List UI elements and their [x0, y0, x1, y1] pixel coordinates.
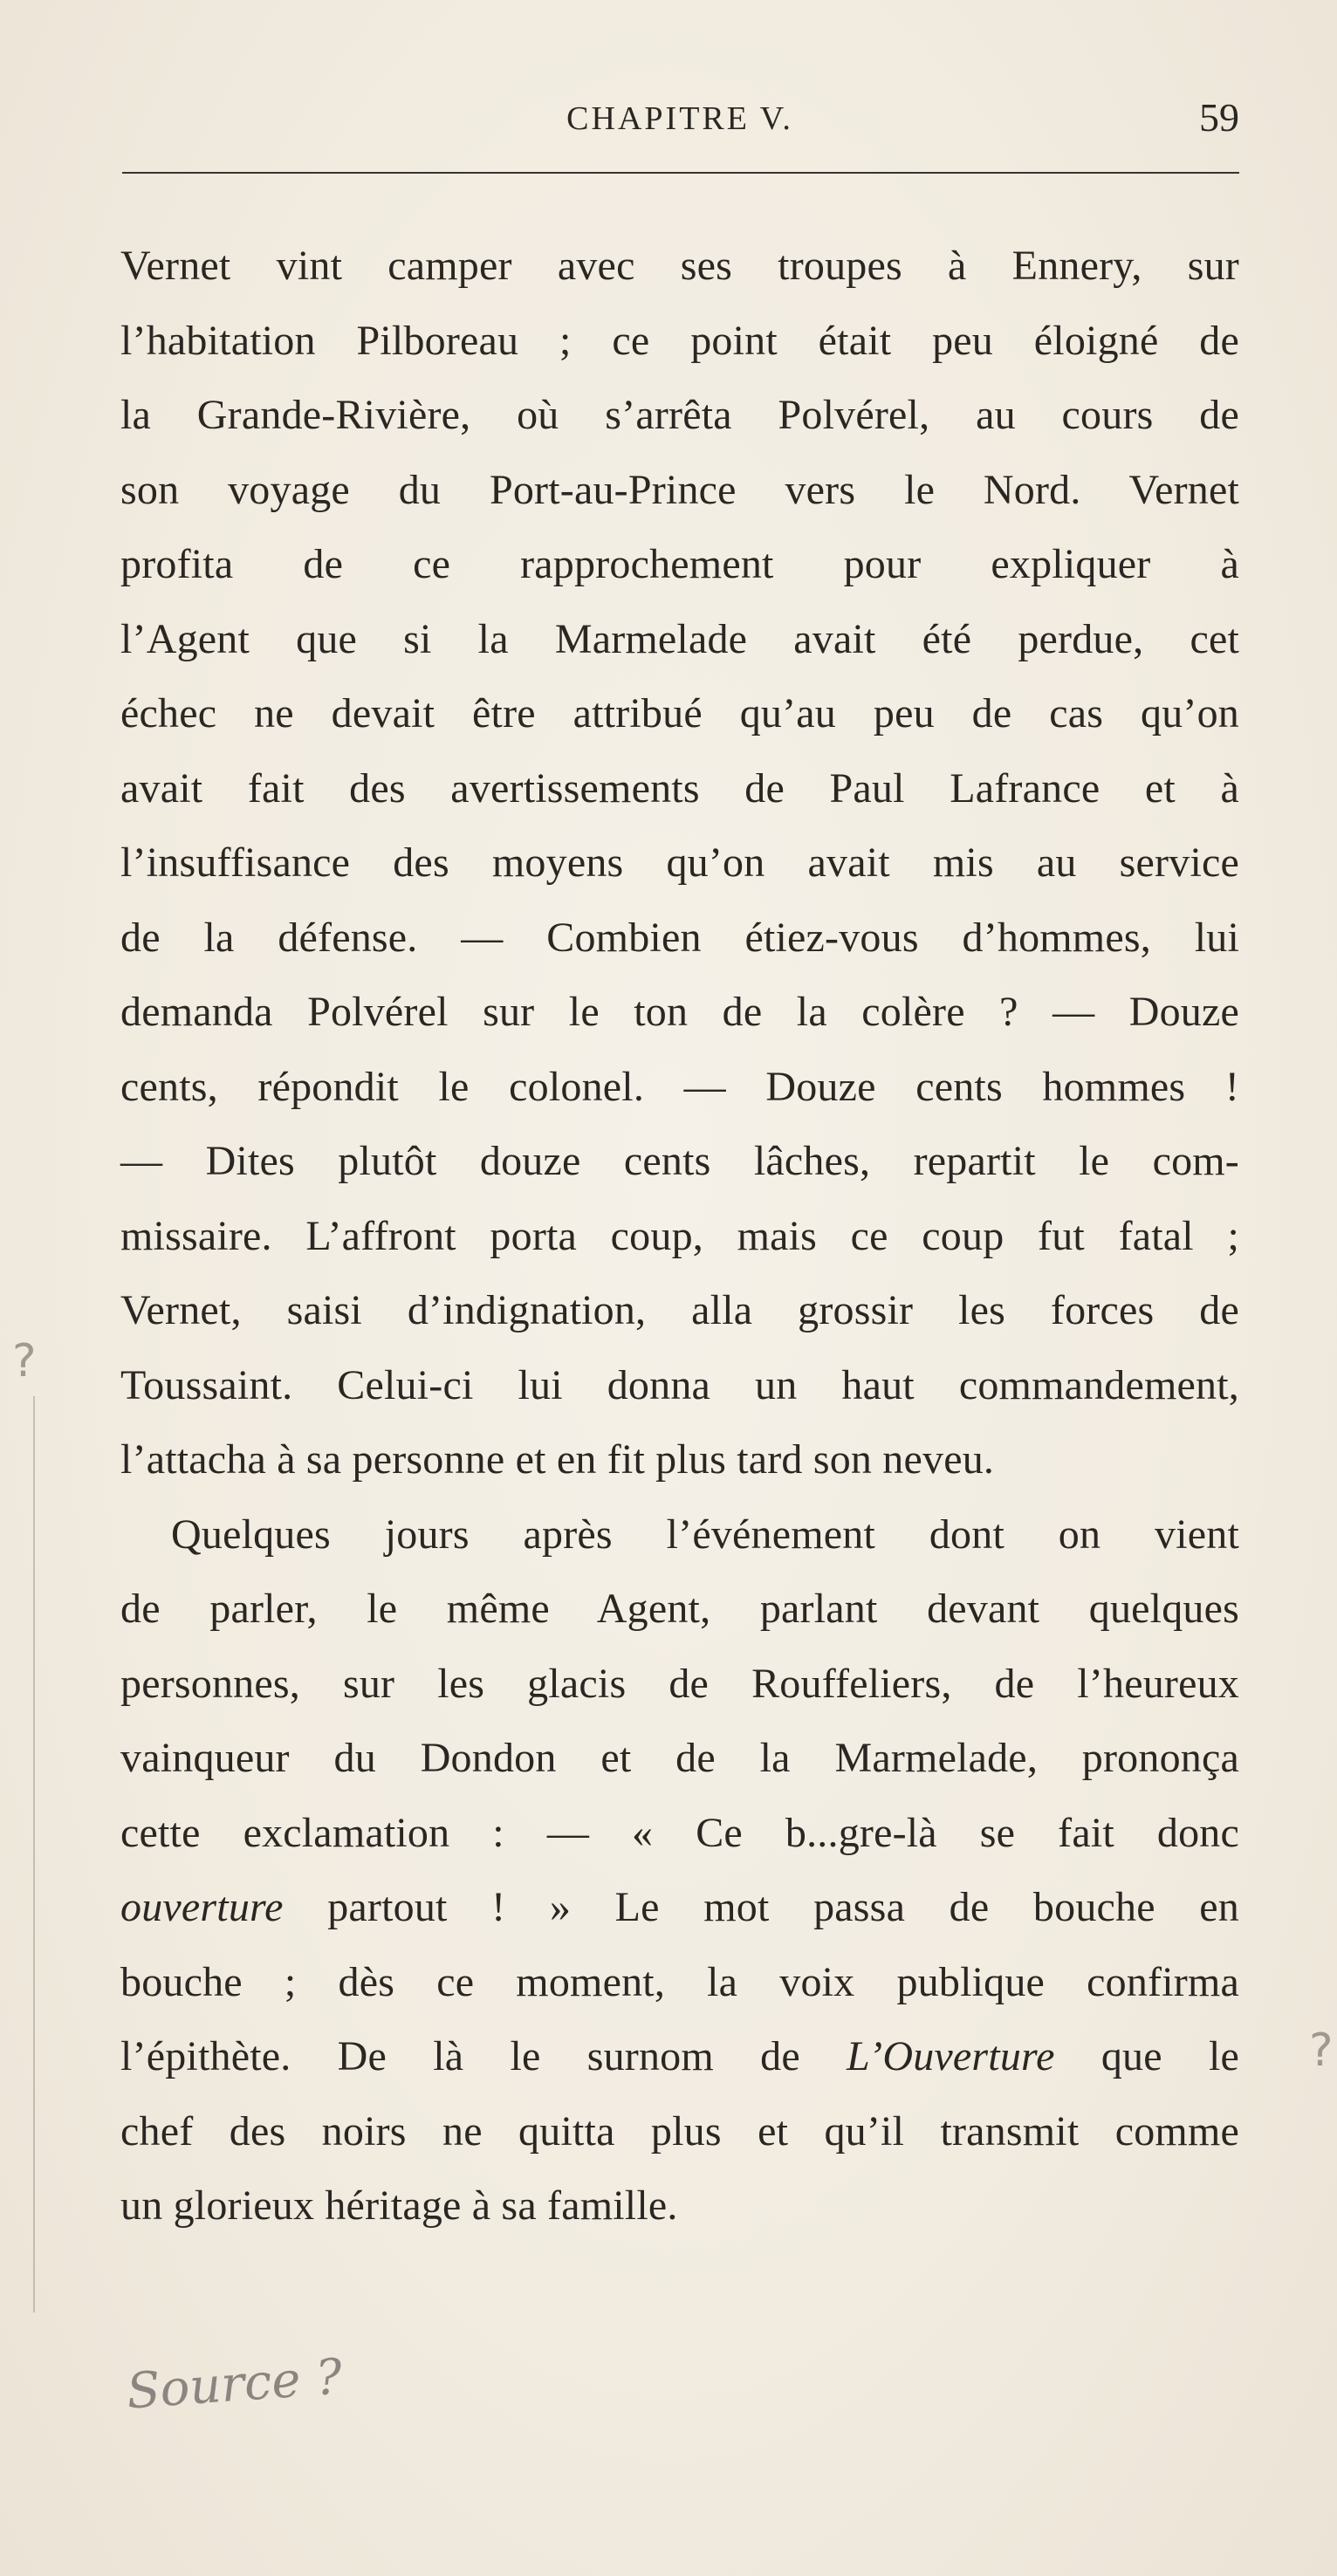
- pencil-margin-line: [33, 1396, 35, 2312]
- text-line: Toussaint. Celui-ci lui donna un haut commandement,: [120, 1361, 1239, 1408]
- text-line: demanda Polvérel sur le ton de la colère ? — Douze: [120, 989, 1239, 1035]
- body-text: [120, 229, 1239, 2244]
- italic-word: L’Ouverture: [847, 2033, 1055, 2079]
- text-span: partout ! » Le mot passa de bouche en: [283, 1884, 1239, 1930]
- text-span: que le: [1054, 2033, 1239, 2079]
- page-number: 59: [1199, 95, 1239, 140]
- handwritten-note: Source ?: [125, 2348, 345, 2421]
- pencil-question-mark-icon: ?: [1309, 2024, 1334, 2077]
- pencil-question-mark-icon: ?: [12, 1335, 37, 1387]
- text-line: son voyage du Port-au-Prince vers le Nord. Vernet: [120, 466, 1239, 513]
- text-line: l’Agent que si la Marmelade avait été perdue, cet: [120, 615, 1239, 662]
- header-rule: [122, 172, 1239, 174]
- text-line: [120, 2019, 1239, 2094]
- text-line: de parler, le même Agent, parlant devant quelques: [120, 1586, 1239, 1632]
- text-line: Vernet vint camper avec ses troupes à Ennery, sur: [120, 243, 1239, 289]
- text-line: Vernet, saisi d’indignation, alla grossir les forces de: [120, 1287, 1239, 1333]
- text-line: [120, 1870, 1239, 1945]
- page-header: [120, 94, 1239, 147]
- text-line: un glorieux héritage à sa famille.: [120, 2182, 678, 2229]
- text-line: l’habitation Pilboreau ; ce point était peu éloigné de: [120, 317, 1239, 364]
- text-line: bouche ; dès ce moment, la voix publique confirma: [120, 1958, 1239, 2005]
- text-line: de la défense. — Combien étiez-vous d’hommes, lui: [120, 914, 1239, 961]
- text-line: l’insuffisance des moyens qu’on avait mis au service: [120, 839, 1239, 886]
- text-span: l’épithète. De là le surnom de: [120, 2033, 847, 2079]
- text-line: missaire. L’affront porta coup, mais ce coup fut fatal ;: [120, 1212, 1239, 1259]
- text-line: cents, répondit le colonel. — Douze cents hommes !: [120, 1063, 1239, 1110]
- text-line: personnes, sur les glacis de Rouffeliers, de l’heureux: [120, 1660, 1239, 1707]
- text-line: profita de ce rapprochement pour expliquer à: [120, 541, 1239, 587]
- italic-word: ouverture: [120, 1884, 284, 1930]
- text-line: vainqueur du Dondon et de la Marmelade, prononça: [120, 1735, 1239, 1781]
- text-line: la Grande-Rivière, où s’arrêta Polvérel, au cours de: [120, 392, 1239, 438]
- text-line: avait fait des avertissements de Paul Lafrance et à: [120, 764, 1239, 812]
- text-line: chef des noirs ne quitta plus et qu’il transmit comme: [120, 2107, 1239, 2155]
- text-line: — Dites plutôt douze cents lâches, repartit le com-: [120, 1138, 1239, 1184]
- text-line: cette exclamation : — « Ce b...gre-là se fait donc: [120, 1809, 1239, 1856]
- text-line: échec ne devait être attribué qu’au peu de cas qu’on: [120, 690, 1239, 736]
- text-line: Quelques jours après l’événement dont on vient: [171, 1511, 1239, 1558]
- running-title: CHAPITRE V.: [566, 100, 793, 137]
- text-line: l’attacha à sa personne et en fit plus tard son neveu.: [120, 1436, 995, 1483]
